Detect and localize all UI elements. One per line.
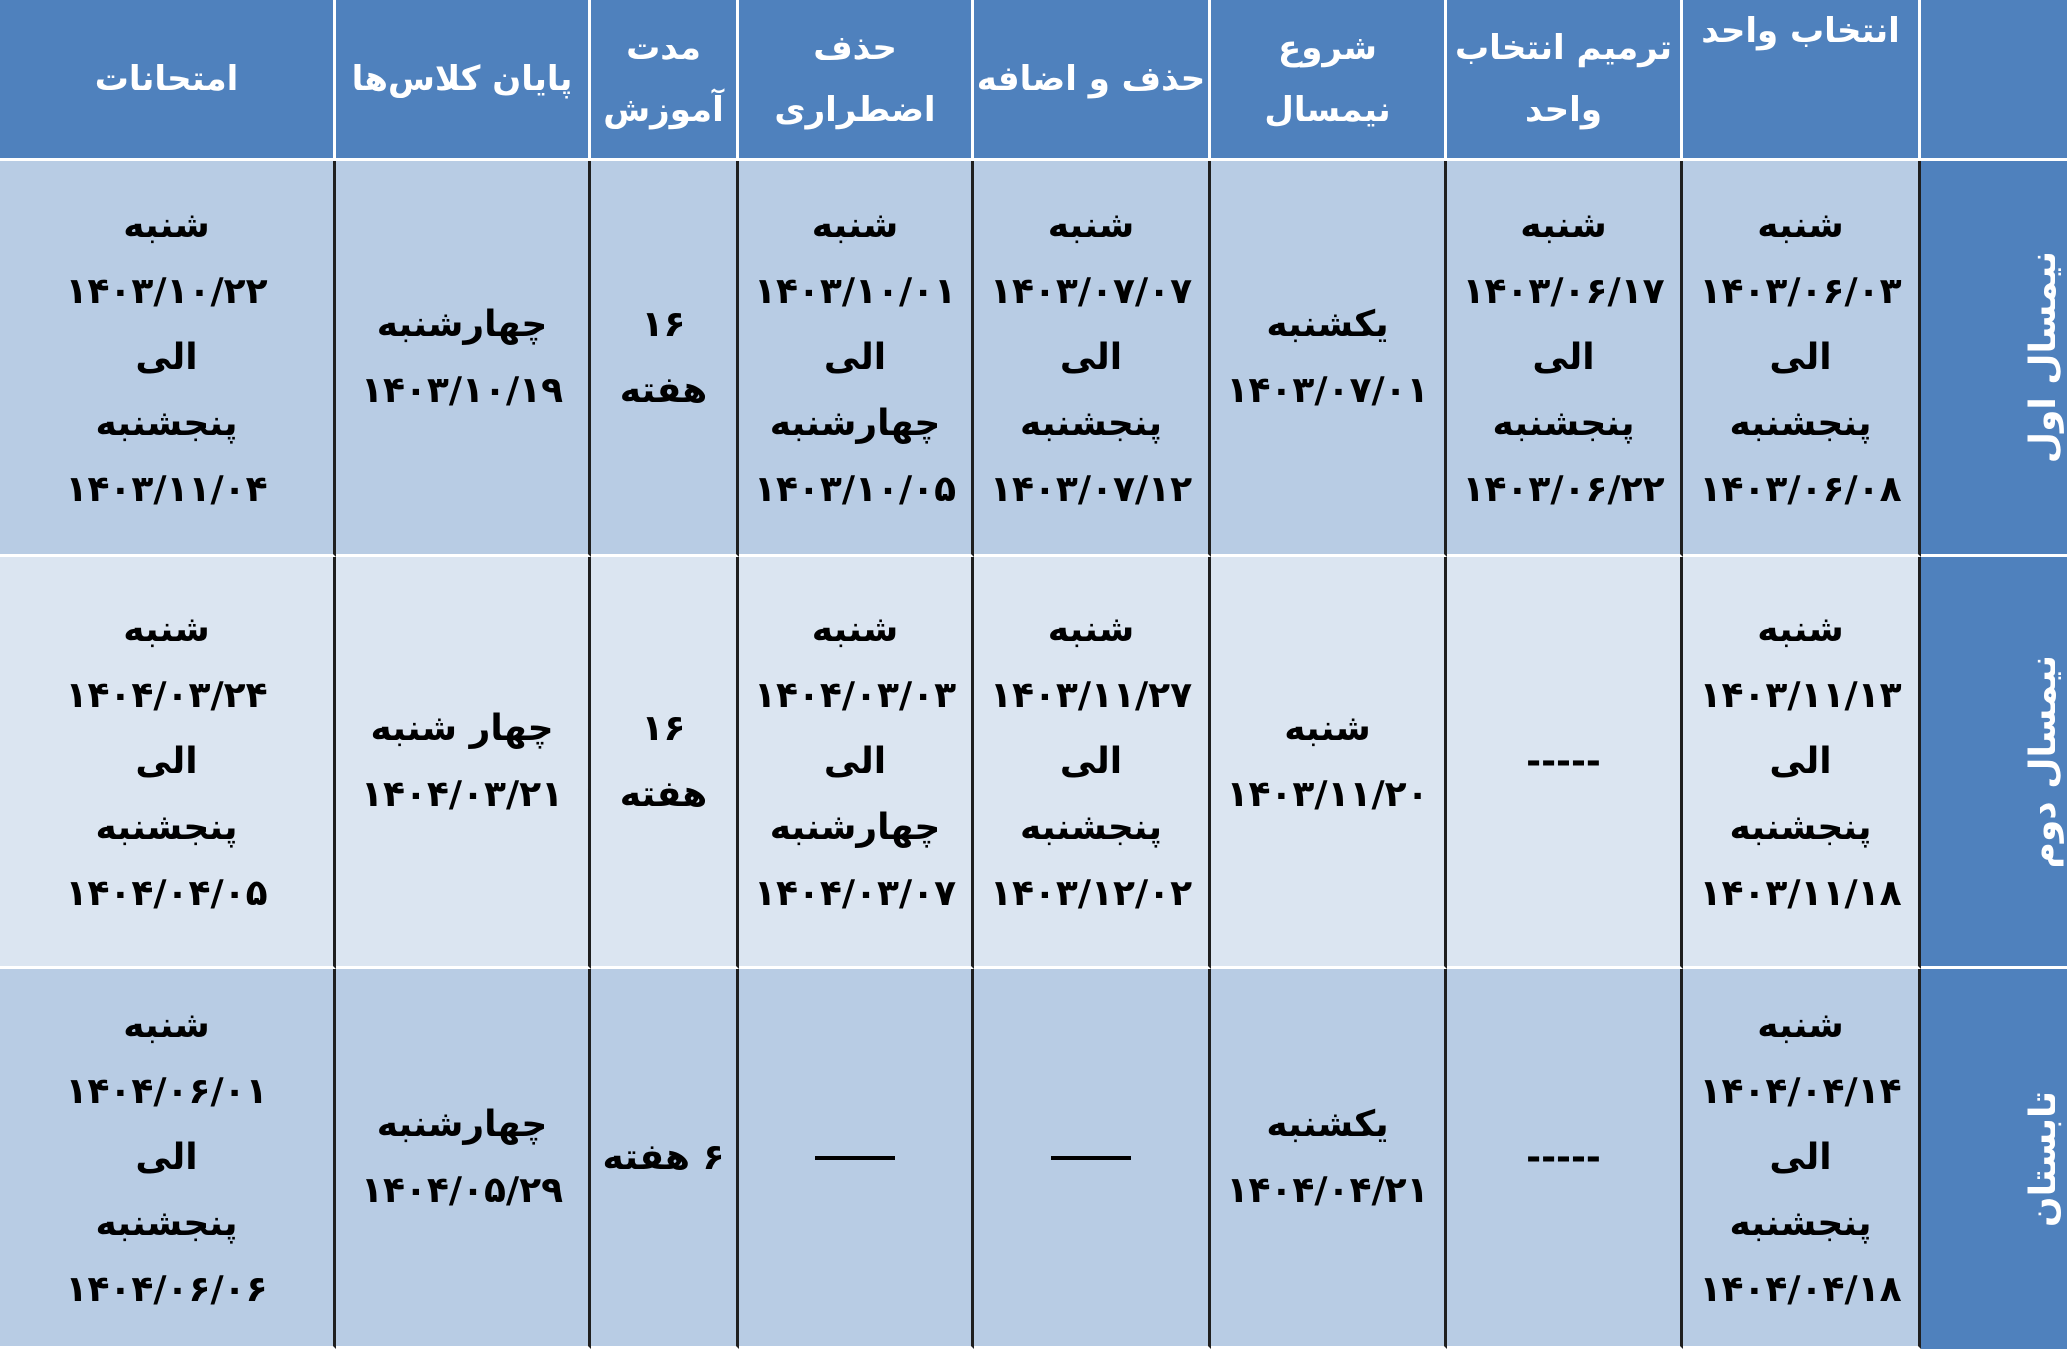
row2-add-drop-line-2: ۱۴۰۳/۱۱/۲۷ (989, 674, 1193, 716)
row3-registration (1683, 969, 1921, 1349)
row2-exams-line-2: ۱۴۰۴/۰۳/۲۴ (65, 674, 268, 716)
row2-exams-line-3: الی (135, 740, 198, 782)
header-registration-adjust (1447, 0, 1683, 161)
row1-classes-end (336, 161, 591, 557)
row1-duration (591, 161, 739, 557)
row1-exams-line-2: ۱۴۰۳/۱۰/۲۲ (65, 270, 268, 312)
row3-label: تابستان (2023, 1090, 2064, 1228)
row1-exams-line-4: پنجشنبه (95, 402, 238, 444)
row2-classes-end-line-1: چهار شنبه (370, 707, 554, 749)
header-duration (591, 0, 739, 161)
row3-registration-line-5: ۱۴۰۴/۰۴/۱۸ (1699, 1268, 1902, 1310)
row3-registration-adjust (1447, 969, 1683, 1349)
row3-classes-end (336, 969, 591, 1349)
header-semester-start-line-2: نیمسال (1264, 90, 1391, 130)
row2-label: نیمسال دوم (2023, 654, 2064, 869)
header-registration-label: انتخاب واحد (1701, 11, 1900, 51)
header-classes-end-label: پایان کلاس‌ها (351, 59, 573, 99)
row1-registration-adjust-line-4: پنجشنبه (1492, 402, 1635, 444)
row1-add-drop-line-3: الی (1059, 336, 1123, 378)
row2-exams-line-1: شنبه (123, 608, 210, 650)
row2-emergency-drop-line-4: چهارشنبه (769, 806, 941, 848)
row3-exams-line-5: ۱۴۰۴/۰۶/۰۶ (65, 1268, 268, 1310)
row2-classes-end-line-2: ۱۴۰۴/۰۳/۲۱ (360, 773, 564, 815)
row1-emergency-drop-line-5: ۱۴۰۳/۱۰/۰۵ (753, 468, 957, 510)
header-exams (0, 0, 336, 161)
header-corner (1921, 0, 2067, 161)
row1-duration-line-2: هفته (619, 369, 708, 411)
row2-registration-line-4: پنجشنبه (1729, 806, 1872, 848)
row2-emergency-drop-line-1: شنبه (811, 608, 899, 650)
row2-registration-line-3: الی (1769, 740, 1832, 782)
row3-exams-line-1: شنبه (123, 1004, 210, 1046)
header-registration (1683, 0, 1921, 161)
row2-add-drop-line-5: ۱۴۰۳/۱۲/۰۲ (989, 872, 1193, 914)
row1-registration (1683, 161, 1921, 557)
row1-registration-adjust-line-3: الی (1532, 336, 1595, 378)
row1-registration-line-1: شنبه (1757, 204, 1844, 246)
row1-semester-start-line-1: یکشنبه (1266, 303, 1389, 345)
row3-duration (591, 969, 739, 1349)
row3-semester-start-line-2: ۱۴۰۴/۰۴/۲۱ (1226, 1169, 1429, 1211)
row2-emergency-drop (739, 557, 974, 969)
row2-exams-line-5: ۱۴۰۴/۰۴/۰۵ (65, 872, 268, 914)
row3-exams-line-2: ۱۴۰۴/۰۶/۰۱ (65, 1070, 268, 1112)
row3-add-drop (974, 969, 1211, 1349)
row2-semester-start (1211, 557, 1447, 969)
header-duration-line-1: مدت (626, 28, 701, 68)
row2-add-drop-line-1: شنبه (1047, 608, 1135, 650)
row3-classes-end-line-1: چهارشنبه (376, 1103, 548, 1145)
row1-label: نیمسال اول (2023, 251, 2064, 464)
row2-emergency-drop-line-3: الی (823, 740, 887, 782)
row3-classes-end-line-2: ۱۴۰۴/۰۵/۲۹ (360, 1169, 564, 1211)
row2-registration-adjust-dash: ----- (1526, 740, 1601, 782)
row1-duration-line-1: ۱۶ (641, 303, 686, 345)
header-add-drop (974, 0, 1211, 161)
row1-classes-end-line-2: ۱۴۰۳/۱۰/۱۹ (360, 369, 564, 411)
header-semester-start-line-1: شروع (1278, 28, 1377, 68)
row2-exams-line-4: پنجشنبه (95, 806, 238, 848)
row1-add-drop-line-1: شنبه (1047, 204, 1135, 246)
header-exams-label: امتحانات (94, 59, 239, 99)
row1-exams-line-1: شنبه (123, 204, 210, 246)
row3-registration-line-4: پنجشنبه (1729, 1202, 1872, 1244)
row2-semester-start-line-2: ۱۴۰۳/۱۱/۲۰ (1226, 773, 1429, 815)
row3-registration-adjust-dash: ----- (1526, 1136, 1601, 1178)
row1-registration-line-3: الی (1769, 336, 1832, 378)
row1-semester-start (1211, 161, 1447, 557)
row1-registration-adjust-line-1: شنبه (1520, 204, 1607, 246)
row2-registration-line-5: ۱۴۰۳/۱۱/۱۸ (1699, 872, 1902, 914)
row1-emergency-drop-line-2: ۱۴۰۳/۱۰/۰۱ (753, 270, 957, 312)
row2-registration-adjust (1447, 557, 1683, 969)
row1-add-drop-line-4: پنجشنبه (1020, 402, 1163, 444)
row1-registration-line-4: پنجشنبه (1729, 402, 1872, 444)
row1-emergency-drop (739, 161, 974, 557)
row1-add-drop (974, 161, 1211, 557)
header-duration-line-2: آموزش (603, 90, 724, 130)
row2-label-cell (1921, 557, 2067, 969)
row1-classes-end-line-1: چهارشنبه (376, 303, 548, 345)
row3-exams-line-4: پنجشنبه (95, 1202, 238, 1244)
row2-duration-line-2: هفته (619, 773, 708, 815)
row2-emergency-drop-line-2: ۱۴۰۴/۰۳/۰۳ (753, 674, 957, 716)
row1-exams (0, 161, 336, 557)
row3-add-drop-dash (1051, 1156, 1131, 1160)
row1-add-drop-line-5: ۱۴۰۳/۰۷/۱۲ (989, 468, 1193, 510)
row3-semester-start (1211, 969, 1447, 1349)
row1-emergency-drop-line-4: چهارشنبه (769, 402, 941, 444)
row3-registration-line-3: الی (1769, 1136, 1832, 1178)
row2-classes-end (336, 557, 591, 969)
row3-exams-line-3: الی (135, 1136, 198, 1178)
row3-emergency-drop-dash (815, 1156, 895, 1160)
row2-exams (0, 557, 336, 969)
row1-registration-adjust (1447, 161, 1683, 557)
row1-exams-line-3: الی (135, 336, 198, 378)
row2-add-drop-line-3: الی (1059, 740, 1123, 782)
header-add-drop-label: حذف و اضافه (976, 59, 1206, 99)
row2-emergency-drop-line-5: ۱۴۰۴/۰۳/۰۷ (753, 872, 957, 914)
header-semester-start (1211, 0, 1447, 161)
header-registration-adjust-line-2: واحد (1525, 90, 1602, 130)
row2-registration (1683, 557, 1921, 969)
row2-registration-line-1: شنبه (1757, 608, 1844, 650)
row1-exams-line-5: ۱۴۰۳/۱۱/۰۴ (65, 468, 268, 510)
header-emergency-drop-line-1: حذف (813, 28, 897, 68)
row3-registration-line-2: ۱۴۰۴/۰۴/۱۴ (1699, 1070, 1902, 1112)
row1-registration-line-5: ۱۴۰۳/۰۶/۰۸ (1699, 468, 1902, 510)
row3-label-cell (1921, 969, 2067, 1349)
header-classes-end (336, 0, 591, 161)
header-emergency-drop-line-2: اضطراری (774, 90, 936, 130)
row2-semester-start-line-1: شنبه (1284, 707, 1371, 749)
row3-semester-start-line-1: یکشنبه (1266, 1103, 1389, 1145)
row1-registration-adjust-line-5: ۱۴۰۳/۰۶/۲۲ (1462, 468, 1665, 510)
row3-registration-line-1: شنبه (1757, 1004, 1844, 1046)
row1-emergency-drop-line-3: الی (823, 336, 887, 378)
row1-semester-start-line-2: ۱۴۰۳/۰۷/۰۱ (1226, 369, 1429, 411)
row2-add-drop-line-4: پنجشنبه (1020, 806, 1163, 848)
row3-duration-line-1: ۶ هفته (602, 1136, 725, 1178)
row1-emergency-drop-line-1: شنبه (811, 204, 899, 246)
row3-emergency-drop (739, 969, 974, 1349)
row1-add-drop-line-2: ۱۴۰۳/۰۷/۰۷ (989, 270, 1193, 312)
row3-exams (0, 969, 336, 1349)
row2-registration-line-2: ۱۴۰۳/۱۱/۱۳ (1699, 674, 1902, 716)
header-emergency-drop (739, 0, 974, 161)
header-registration-adjust-line-1: ترمیم انتخاب (1454, 28, 1673, 68)
row1-registration-line-2: ۱۴۰۳/۰۶/۰۳ (1699, 270, 1902, 312)
row2-duration-line-1: ۱۶ (641, 707, 686, 749)
row2-duration (591, 557, 739, 969)
row1-label-cell (1921, 161, 2067, 557)
row1-registration-adjust-line-2: ۱۴۰۳/۰۶/۱۷ (1462, 270, 1665, 312)
row2-add-drop (974, 557, 1211, 969)
